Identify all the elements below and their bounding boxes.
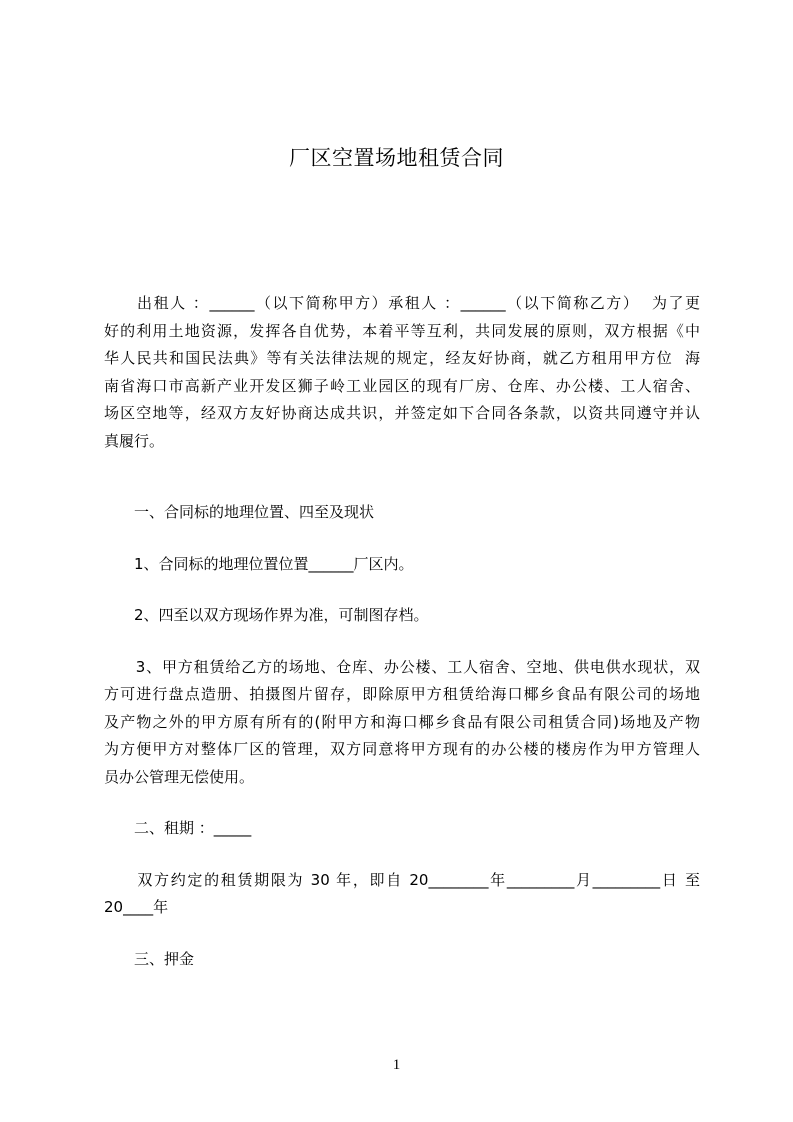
clause-1-1: 1、合同标的地理位置位置______厂区内。 bbox=[104, 554, 414, 573]
clause-1-2: 2、四至以双方现场作界为准，可制图存档。 bbox=[104, 606, 429, 624]
intro-line: 真履行。 bbox=[104, 431, 165, 450]
clause-1-3-line: 为方便甲方对整体厂区的管理，双方同意将甲方现有的办公楼的楼房作为甲方管理人 bbox=[104, 740, 700, 758]
clause-2-line: 20____年 bbox=[104, 898, 169, 916]
clause-1-3-line: 员办公管理无偿使用。 bbox=[104, 767, 255, 786]
spacer bbox=[104, 630, 700, 654]
spacer bbox=[104, 791, 700, 815]
clause-1-3-line: 及产物之外的甲方原有所有的(附甲方和海口椰乡食品有限公司租赁合同)场地及产物 bbox=[104, 712, 700, 731]
document-body bbox=[104, 290, 700, 973]
clause-1-3 bbox=[104, 654, 700, 792]
spacer bbox=[104, 455, 700, 499]
page-number: 1 bbox=[392, 1057, 401, 1073]
intro-paragraph bbox=[104, 290, 700, 455]
intro-line: 场区空地等，经双方友好协商达成共识，并签定如下合同各条款，以资共同遵守并认 bbox=[104, 404, 700, 422]
spacer bbox=[104, 527, 700, 551]
spacer bbox=[104, 843, 700, 867]
clause-2 bbox=[104, 867, 700, 922]
section-heading-1: 一、合同标的地理位置、四至及现状 bbox=[104, 503, 375, 521]
section-heading-3: 三、押金 bbox=[104, 949, 195, 968]
clause-1-3-line: 方可进行盘点造册、拍摄图片留存，即除原甲方租赁给海口椰乡食品有限公司的场地 bbox=[104, 685, 700, 703]
spacer bbox=[104, 578, 700, 602]
intro-line: 好的利用土地资源，发挥各自优势，本着平等互利，共同发展的原则，双方根据《中 bbox=[104, 321, 700, 340]
clause-1-3-line: 3、甲方租赁给乙方的场地、仓库、办公楼、工人宿舍、空地、供电供水现状，双 bbox=[104, 657, 700, 676]
intro-line: 出租人 ：______（以下简称甲方）承租人 ：______（以下简称乙方） 为了更 bbox=[104, 294, 700, 312]
spacer bbox=[104, 922, 700, 946]
intro-line: 南省海口市高新产业开发区狮子岭工业园区的现有厂房、仓库、办公楼、工人宿舍、 bbox=[104, 376, 700, 395]
intro-line: 华人民共和国民法典》等有关法律法规的规定，经友好协商，就乙方租用甲方位 海 bbox=[104, 349, 700, 367]
section-heading-2: 二、租期 ：_____ bbox=[104, 819, 252, 837]
document-title: 厂区空置场地租赁合同 bbox=[289, 146, 504, 170]
clause-2-line: 双方约定的租赁期限为 30 年，即自 20________年_________月_________日 至 bbox=[104, 870, 700, 889]
